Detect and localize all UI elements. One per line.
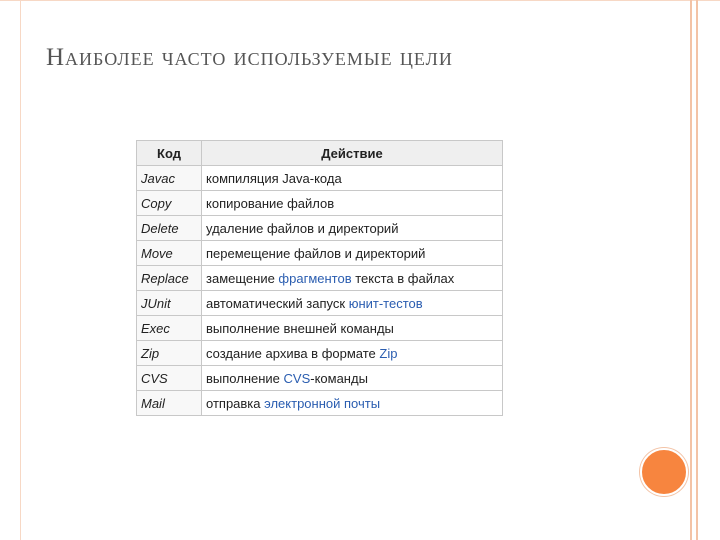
target-action-cell <box>202 216 503 241</box>
action-text: компиляция Java-кода <box>206 170 342 186</box>
action-text: выполнение внешней команды <box>206 320 394 336</box>
action-link[interactable]: Zip <box>379 345 398 361</box>
target-action-cell <box>202 366 503 391</box>
right-border-line-outer <box>696 0 698 540</box>
target-action-cell <box>202 291 503 316</box>
target-code-cell: Copy <box>137 191 202 216</box>
target-action-cell <box>202 316 503 341</box>
table-row <box>137 216 503 241</box>
top-border-line <box>0 0 720 1</box>
target-action-cell <box>202 241 503 266</box>
action-link[interactable]: CVS <box>283 370 311 386</box>
target-action-cell <box>202 391 503 416</box>
table-row <box>137 191 503 216</box>
table-row <box>137 391 503 416</box>
target-code-cell: Javac <box>137 166 202 191</box>
table-row <box>137 166 503 191</box>
target-action-cell <box>202 266 503 291</box>
target-code-cell: Exec <box>137 316 202 341</box>
action-text: отправка <box>206 395 265 411</box>
action-text: автоматический запуск <box>206 295 349 311</box>
table-row <box>137 366 503 391</box>
orange-circle-decoration <box>640 448 688 496</box>
targets-table <box>136 140 503 416</box>
target-code-cell: Mail <box>137 391 202 416</box>
left-border-line <box>20 0 21 540</box>
table-row <box>137 316 503 341</box>
action-text: текста в файлах <box>351 270 455 286</box>
header-action: Действие <box>202 141 503 166</box>
table-row <box>137 291 503 316</box>
target-code-cell: Move <box>137 241 202 266</box>
action-text: -команды <box>310 370 368 386</box>
action-text: удаление файлов и директорий <box>206 220 399 236</box>
target-code-cell: CVS <box>137 366 202 391</box>
table-header-row <box>137 141 503 166</box>
action-text: замещение <box>206 270 279 286</box>
target-code-cell: JUnit <box>137 291 202 316</box>
header-code: Код <box>137 141 202 166</box>
table-body <box>137 166 503 416</box>
table-row <box>137 341 503 366</box>
table-row <box>137 266 503 291</box>
action-text: выполнение <box>206 370 284 386</box>
target-action-cell <box>202 341 503 366</box>
action-text: создание архива в формате <box>206 345 380 361</box>
target-action-cell <box>202 166 503 191</box>
action-link[interactable]: фрагментов <box>278 270 352 286</box>
target-code-cell: Zip <box>137 341 202 366</box>
table-row <box>137 241 503 266</box>
right-border-line <box>690 0 692 540</box>
action-link[interactable]: юнит-тестов <box>348 295 423 311</box>
action-text: копирование файлов <box>206 195 335 211</box>
target-code-cell: Replace <box>137 266 202 291</box>
target-action-cell <box>202 191 503 216</box>
action-link[interactable]: электронной почты <box>264 395 381 411</box>
slide-title: Наиболее часто используемые цели <box>46 44 453 71</box>
action-text: перемещение файлов и директорий <box>206 245 426 261</box>
target-code-cell: Delete <box>137 216 202 241</box>
